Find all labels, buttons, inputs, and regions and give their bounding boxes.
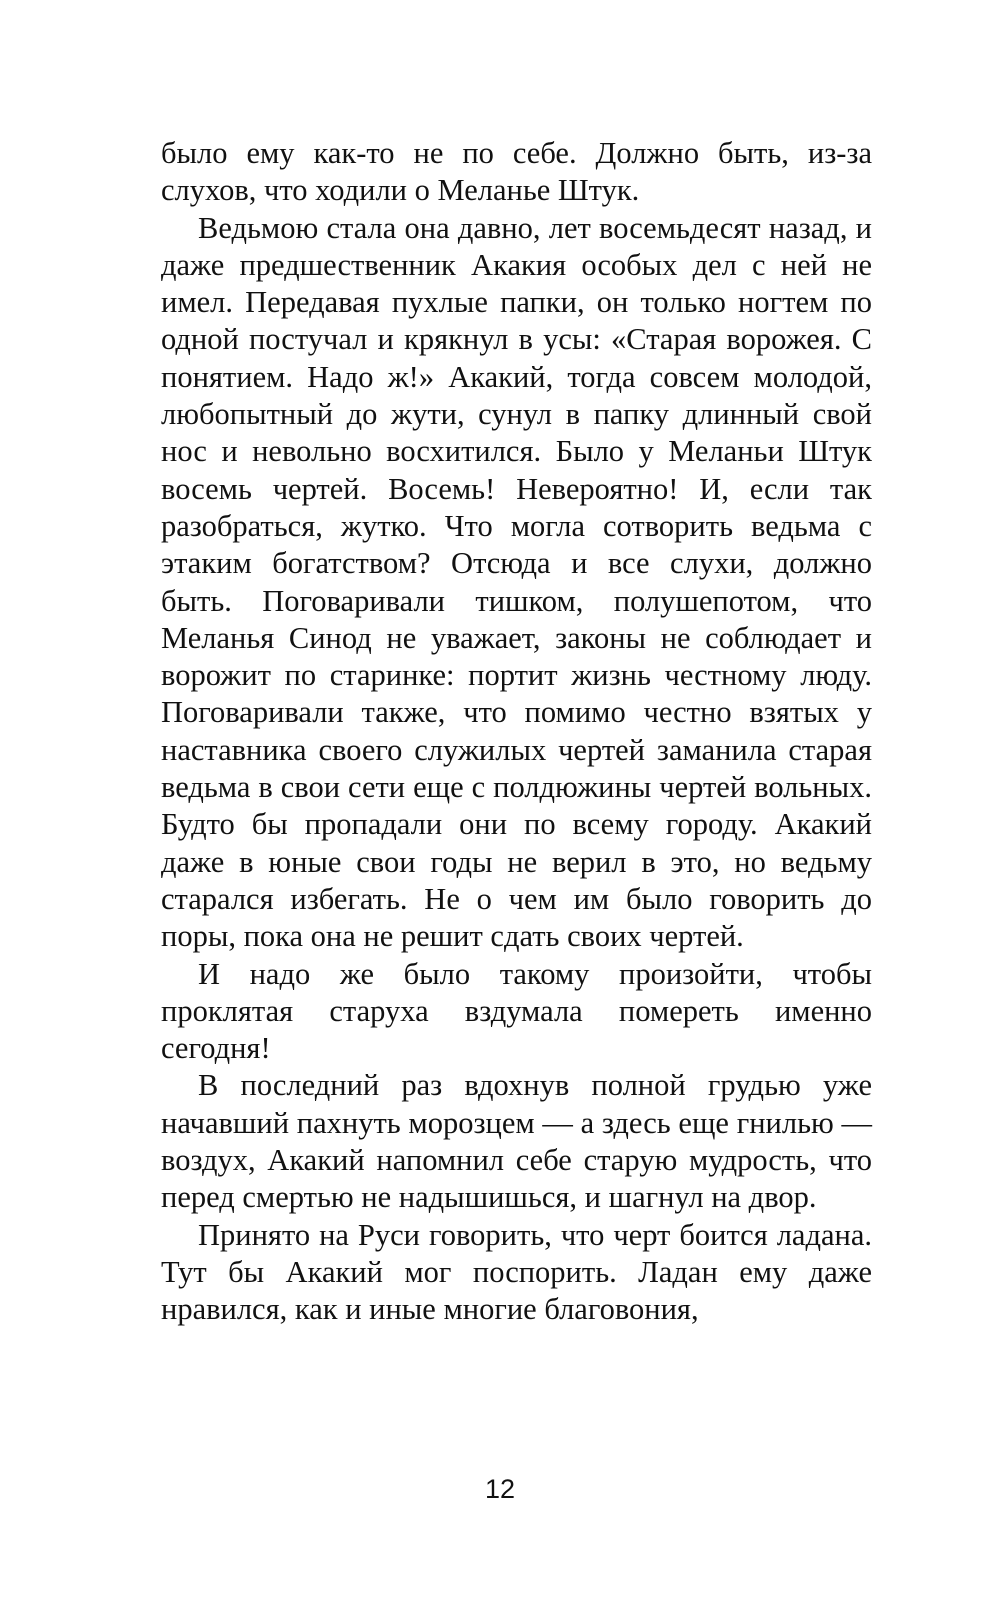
paragraph: И надо же было такому произойти, чтобы проклятая старуха вздумала помереть именно сегодня! (161, 956, 872, 1066)
paragraph: Принято на Руси говорить, что черт боится ладана. Тут бы Акакий мог поспорить. Ладан ему даже нравился, как и иные многие благовония, (161, 1217, 872, 1327)
body-text (161, 135, 872, 1329)
paragraph: Ведьмою стала она давно, лет восемьдесят назад, и даже предшественник Акакия особых дел с ней не имел. Передавая пухлые папки, он только ногтем по одной постучал и крякнул в усы: «Старая ворожея. С понятием. Надо ж!» Акакий, тогда совсем молодой, любопытный до жути, сунул в папку длинный свой нос и невольно восхитился. Было у Меланьи Штук восемь чертей. Восемь! Невероятно! И, если так разобраться, жутко. Что могла сотворить ведьма с этаким богатством? Отсюда и все слухи, должно быть. Поговаривали тишком, полушепотом, что Меланья Синод не уважает, законы не соблюдает и ворожит по старинке: портит жизнь честному люду. Поговаривали также, что помимо честно взятых у наставника своего служилых чертей заманила старая ведьма в свои сети еще с полдюжины чертей вольных. Будто бы пропадали они по всему городу. Акакий даже в юные свои годы не верил в это, но ведьму старался избегать. Не о чем им было говорить до поры, пока она не решит сдать своих чертей. (161, 210, 872, 954)
paragraph-continued: было ему как-то не по себе. Должно быть, из-за слухов, что ходили о Меланье Штук. (161, 136, 872, 208)
paragraph: В последний раз вдохнув полной грудью уже начавший пахнуть морозцем — а здесь еще гнилью — воздух, Акакий напомнил себе старую мудрость, что перед смертью не надышишься, и шагнул на двор. (161, 1068, 872, 1215)
page-number: 12 (484, 1474, 516, 1504)
